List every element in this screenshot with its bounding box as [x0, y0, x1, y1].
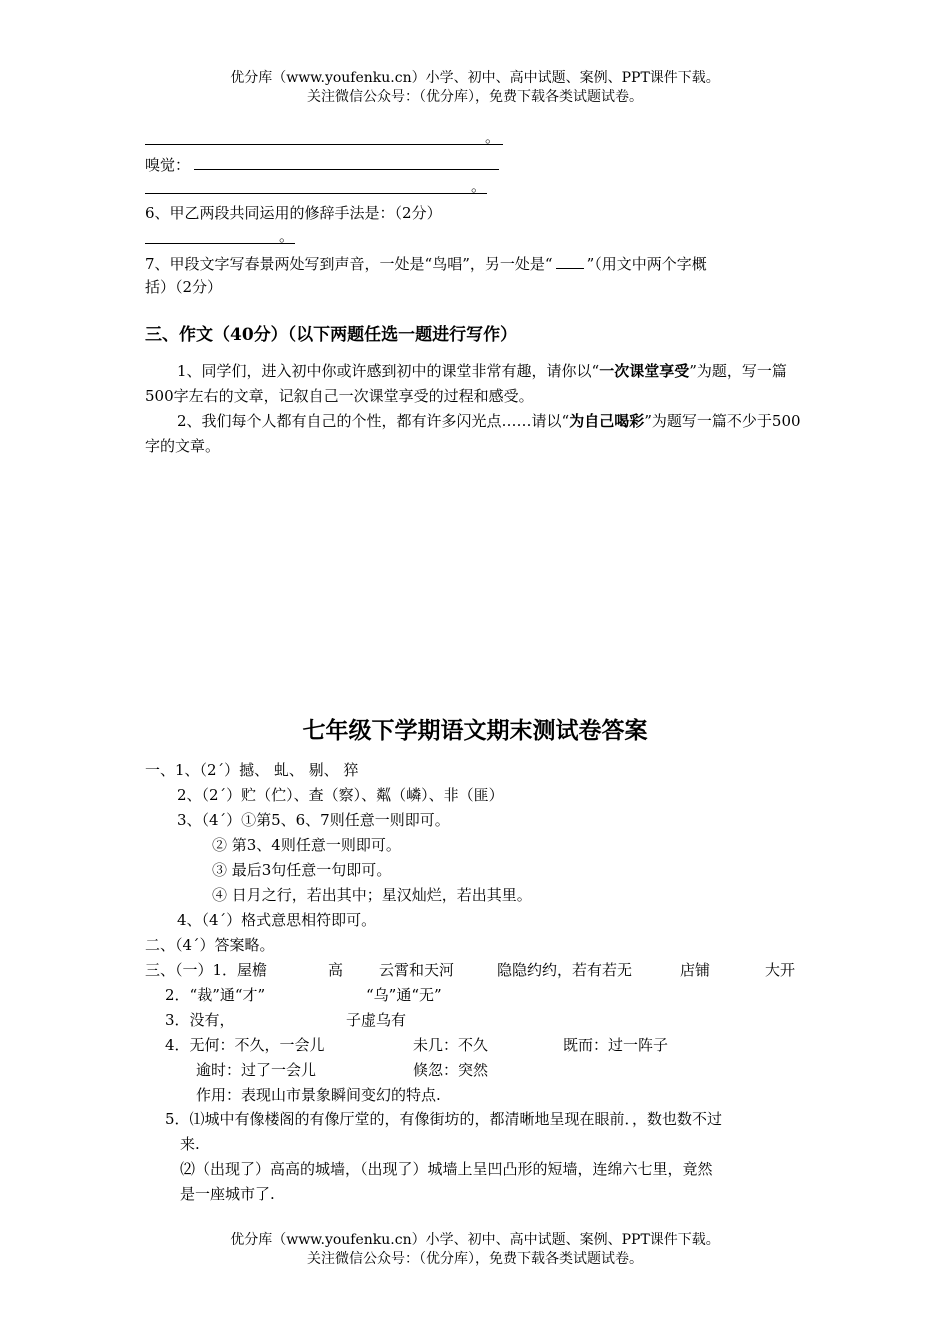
smell-row: [145, 154, 499, 175]
smell-blank-line: [194, 154, 499, 170]
answer-line-15: 5．⑴城中有像楼阁的有像厅堂的，有像街坊的，都清晰地呈现在眼前．，数也数不过: [165, 1110, 723, 1128]
answer-line-3: 3、（4´）①第5、6、7则任意一则即可。: [177, 811, 450, 829]
answer-blank-1: [145, 129, 503, 149]
answer-line-8: 二、（4´）答案略。: [145, 936, 275, 954]
footer-line-2: 关注微信公众号：（优分库），免费下载各类试题试卷。: [307, 1251, 643, 1267]
essay-heading: 三、作文（40分）（以下两题任选一题进行写作）: [145, 325, 518, 345]
header-line-2: 关注微信公众号：（优分库），免费下载各类试题试卷。: [307, 89, 643, 105]
answer-line-9-a: 三、（一）1．屋檐: [145, 961, 268, 979]
answer-line-12-c: 既而：过一阵子: [563, 1036, 669, 1054]
question-6: 6、甲乙两段共同运用的修辞手法是：（2分）: [145, 204, 442, 222]
answer-line-6: ④ 日月之行，若出其中；星汉灿烂，若出其里。: [212, 886, 532, 904]
answer-line-14: 作用：表现山市景象瞬间变幻的特点.: [196, 1086, 441, 1104]
answer-line-9-f: 大开: [765, 961, 796, 979]
answer-line-11-a: 3．没有，: [165, 1011, 235, 1029]
header-line-1: 优分库（www.youfenku.cn）小学、初中、高中试题、案例、PPT课件下载。: [230, 70, 720, 86]
blank-line: 。: [145, 129, 503, 145]
answer-blank-3: [145, 228, 295, 248]
blank-line: 。: [145, 178, 487, 194]
question-7-cont: 括）（2分）: [145, 278, 223, 296]
essay-prompt-1: 1、同学们，进入初中你或许感到初中的课堂非常有趣，请你以“一次课堂享受”为题，写一篇500字左右的文章，记叙自己一次课堂享受的过程和感受。: [145, 362, 787, 405]
smell-label: 嗅觉：: [145, 156, 191, 174]
answer-line-16: ⑵（出现了）高高的城墙，（出现了）城墙上呈凹凸形的短墙，连绵六七里，竟然: [180, 1160, 713, 1178]
answer-blank-2: [145, 178, 487, 198]
answers-title: 七年级下学期语文期末测试卷答案: [302, 717, 648, 744]
answer-line-7: 4、（4´）格式意思相符即可。: [177, 911, 377, 929]
answer-line-1: 一、1、（2´）撼、 虬、 剔、 猝: [145, 761, 359, 779]
answer-line-4: ② 第3、4则任意一则即可。: [212, 836, 401, 854]
answer-line-2: 2、（2´）贮（伫）、查（察）、粼（嶙）、非（匪）: [177, 786, 504, 804]
answer-line-9-b: 高: [328, 961, 344, 979]
answer-line-16-cont: 是一座城市了.: [180, 1185, 275, 1203]
answer-line-10-b: “乌”通“无”: [366, 986, 442, 1004]
answer-line-15-cont: 来.: [180, 1135, 200, 1153]
answer-line-13-a: 逾时：过了一会儿: [196, 1061, 317, 1079]
answer-line-9-e: 店铺: [680, 961, 711, 979]
answer-line-5: ③ 最后3句任意一句即可。: [212, 861, 392, 879]
answer-line-9-c: 云霄和天河: [379, 961, 455, 979]
answer-line-10-a: 2．“裁”通“才”: [165, 986, 266, 1004]
footer-line-1: 优分库（www.youfenku.cn）小学、初中、高中试题、案例、PPT课件下载。: [230, 1232, 720, 1248]
question-7: 7、甲段文字写春景两处写到声音，一处是“鸟唱”，另一处是“ ”（用文中两个字概: [145, 255, 707, 273]
answer-line-11-b: 子虚乌有: [346, 1011, 407, 1029]
blank-line: 。: [145, 228, 295, 244]
essay-prompt-2: 2、我们每个人都有自己的个性，都有许多闪光点……请以“为自己喝彩”为题写一篇不少于500字的文章。: [145, 412, 801, 455]
answer-line-13-b: 倏忽：突然: [413, 1061, 489, 1079]
answer-line-12-a: 4．无何：不久，一会儿: [165, 1036, 325, 1054]
answer-line-9-d: 隐隐约约，若有若无: [497, 961, 633, 979]
q7-blank-line: [556, 253, 584, 269]
answer-line-12-b: 未几：不久: [413, 1036, 489, 1054]
